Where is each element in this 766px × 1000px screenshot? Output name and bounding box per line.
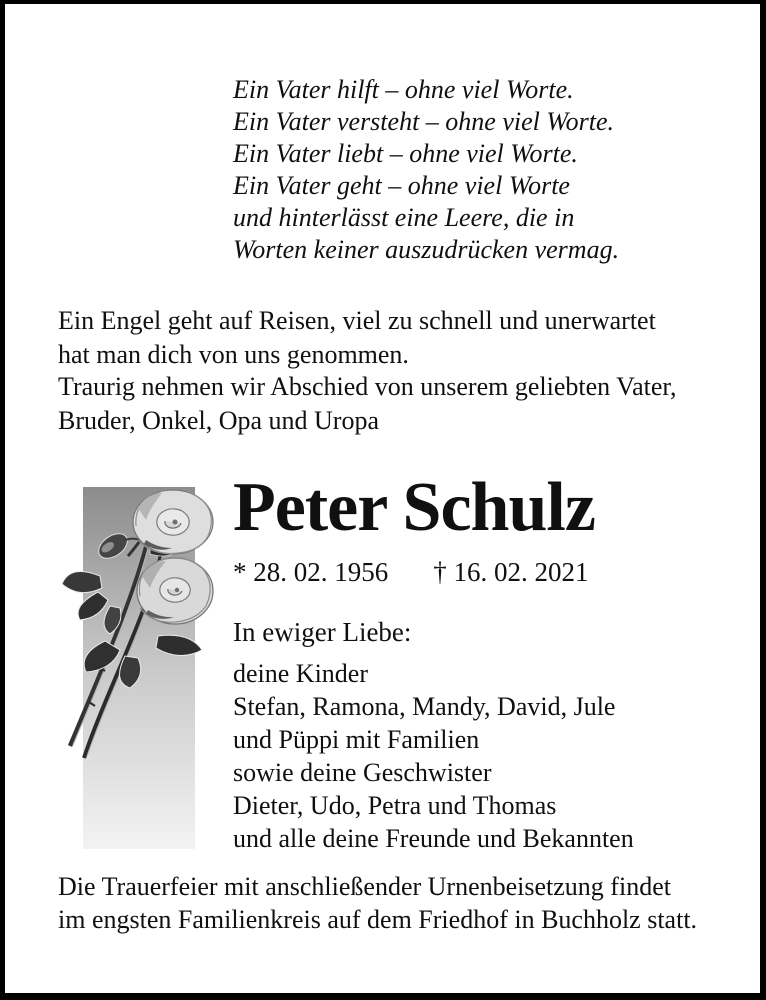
mourner-line: und Püppi mit Familien: [233, 725, 480, 754]
funeral-line: Die Trauerfeier mit anschließender Urnenbeisetzung findet: [58, 872, 671, 901]
intro-line: hat man dich von uns genommen.: [58, 340, 409, 369]
death-date: † 16. 02. 2021: [433, 557, 589, 587]
deceased-name: Peter Schulz: [233, 469, 595, 546]
poem: [233, 74, 619, 266]
rose-icon: [50, 456, 245, 856]
birth-date: * 28. 02. 1956: [233, 557, 389, 587]
mourner-line: Dieter, Udo, Petra und Thomas: [233, 791, 557, 820]
poem-line: Ein Vater liebt – ohne viel Worte.: [233, 139, 578, 168]
announcement-line: Bruder, Onkel, Opa und Uropa: [58, 406, 379, 435]
mourner-line: Stefan, Ramona, Mandy, David, Jule: [233, 692, 616, 721]
mourners-list: [233, 657, 634, 855]
life-dates: [233, 556, 589, 588]
mourner-line: und alle deine Freunde und Bekannten: [233, 824, 634, 853]
funeral-line: im engsten Familienkreis auf dem Friedhof in Buchholz statt.: [58, 905, 698, 934]
funeral-info: [58, 870, 697, 936]
poem-line: Ein Vater hilft – ohne viel Worte.: [233, 75, 574, 104]
mourner-line: deine Kinder: [233, 659, 369, 688]
rose-bottom: [137, 557, 213, 624]
farewell-heading: In ewiger Liebe:: [233, 617, 412, 647]
announcement-text: [58, 370, 677, 438]
poem-line: Worten keiner auszudrücken vermag.: [233, 235, 620, 264]
intro-line: Ein Engel geht auf Reisen, viel zu schnell und unerwartet: [58, 306, 656, 335]
poem-line: Ein Vater versteht – ohne viel Worte.: [233, 107, 615, 136]
rose-engraving-image: [50, 456, 245, 856]
poem-line: und hinterlässt eine Leere, die in: [233, 203, 575, 232]
intro-text: [58, 304, 656, 372]
poem-line: Ein Vater geht – ohne viel Worte: [233, 171, 570, 200]
announcement-line: Traurig nehmen wir Abschied von unserem geliebten Vater,: [58, 372, 677, 401]
mourner-line: sowie deine Geschwister: [233, 758, 492, 787]
